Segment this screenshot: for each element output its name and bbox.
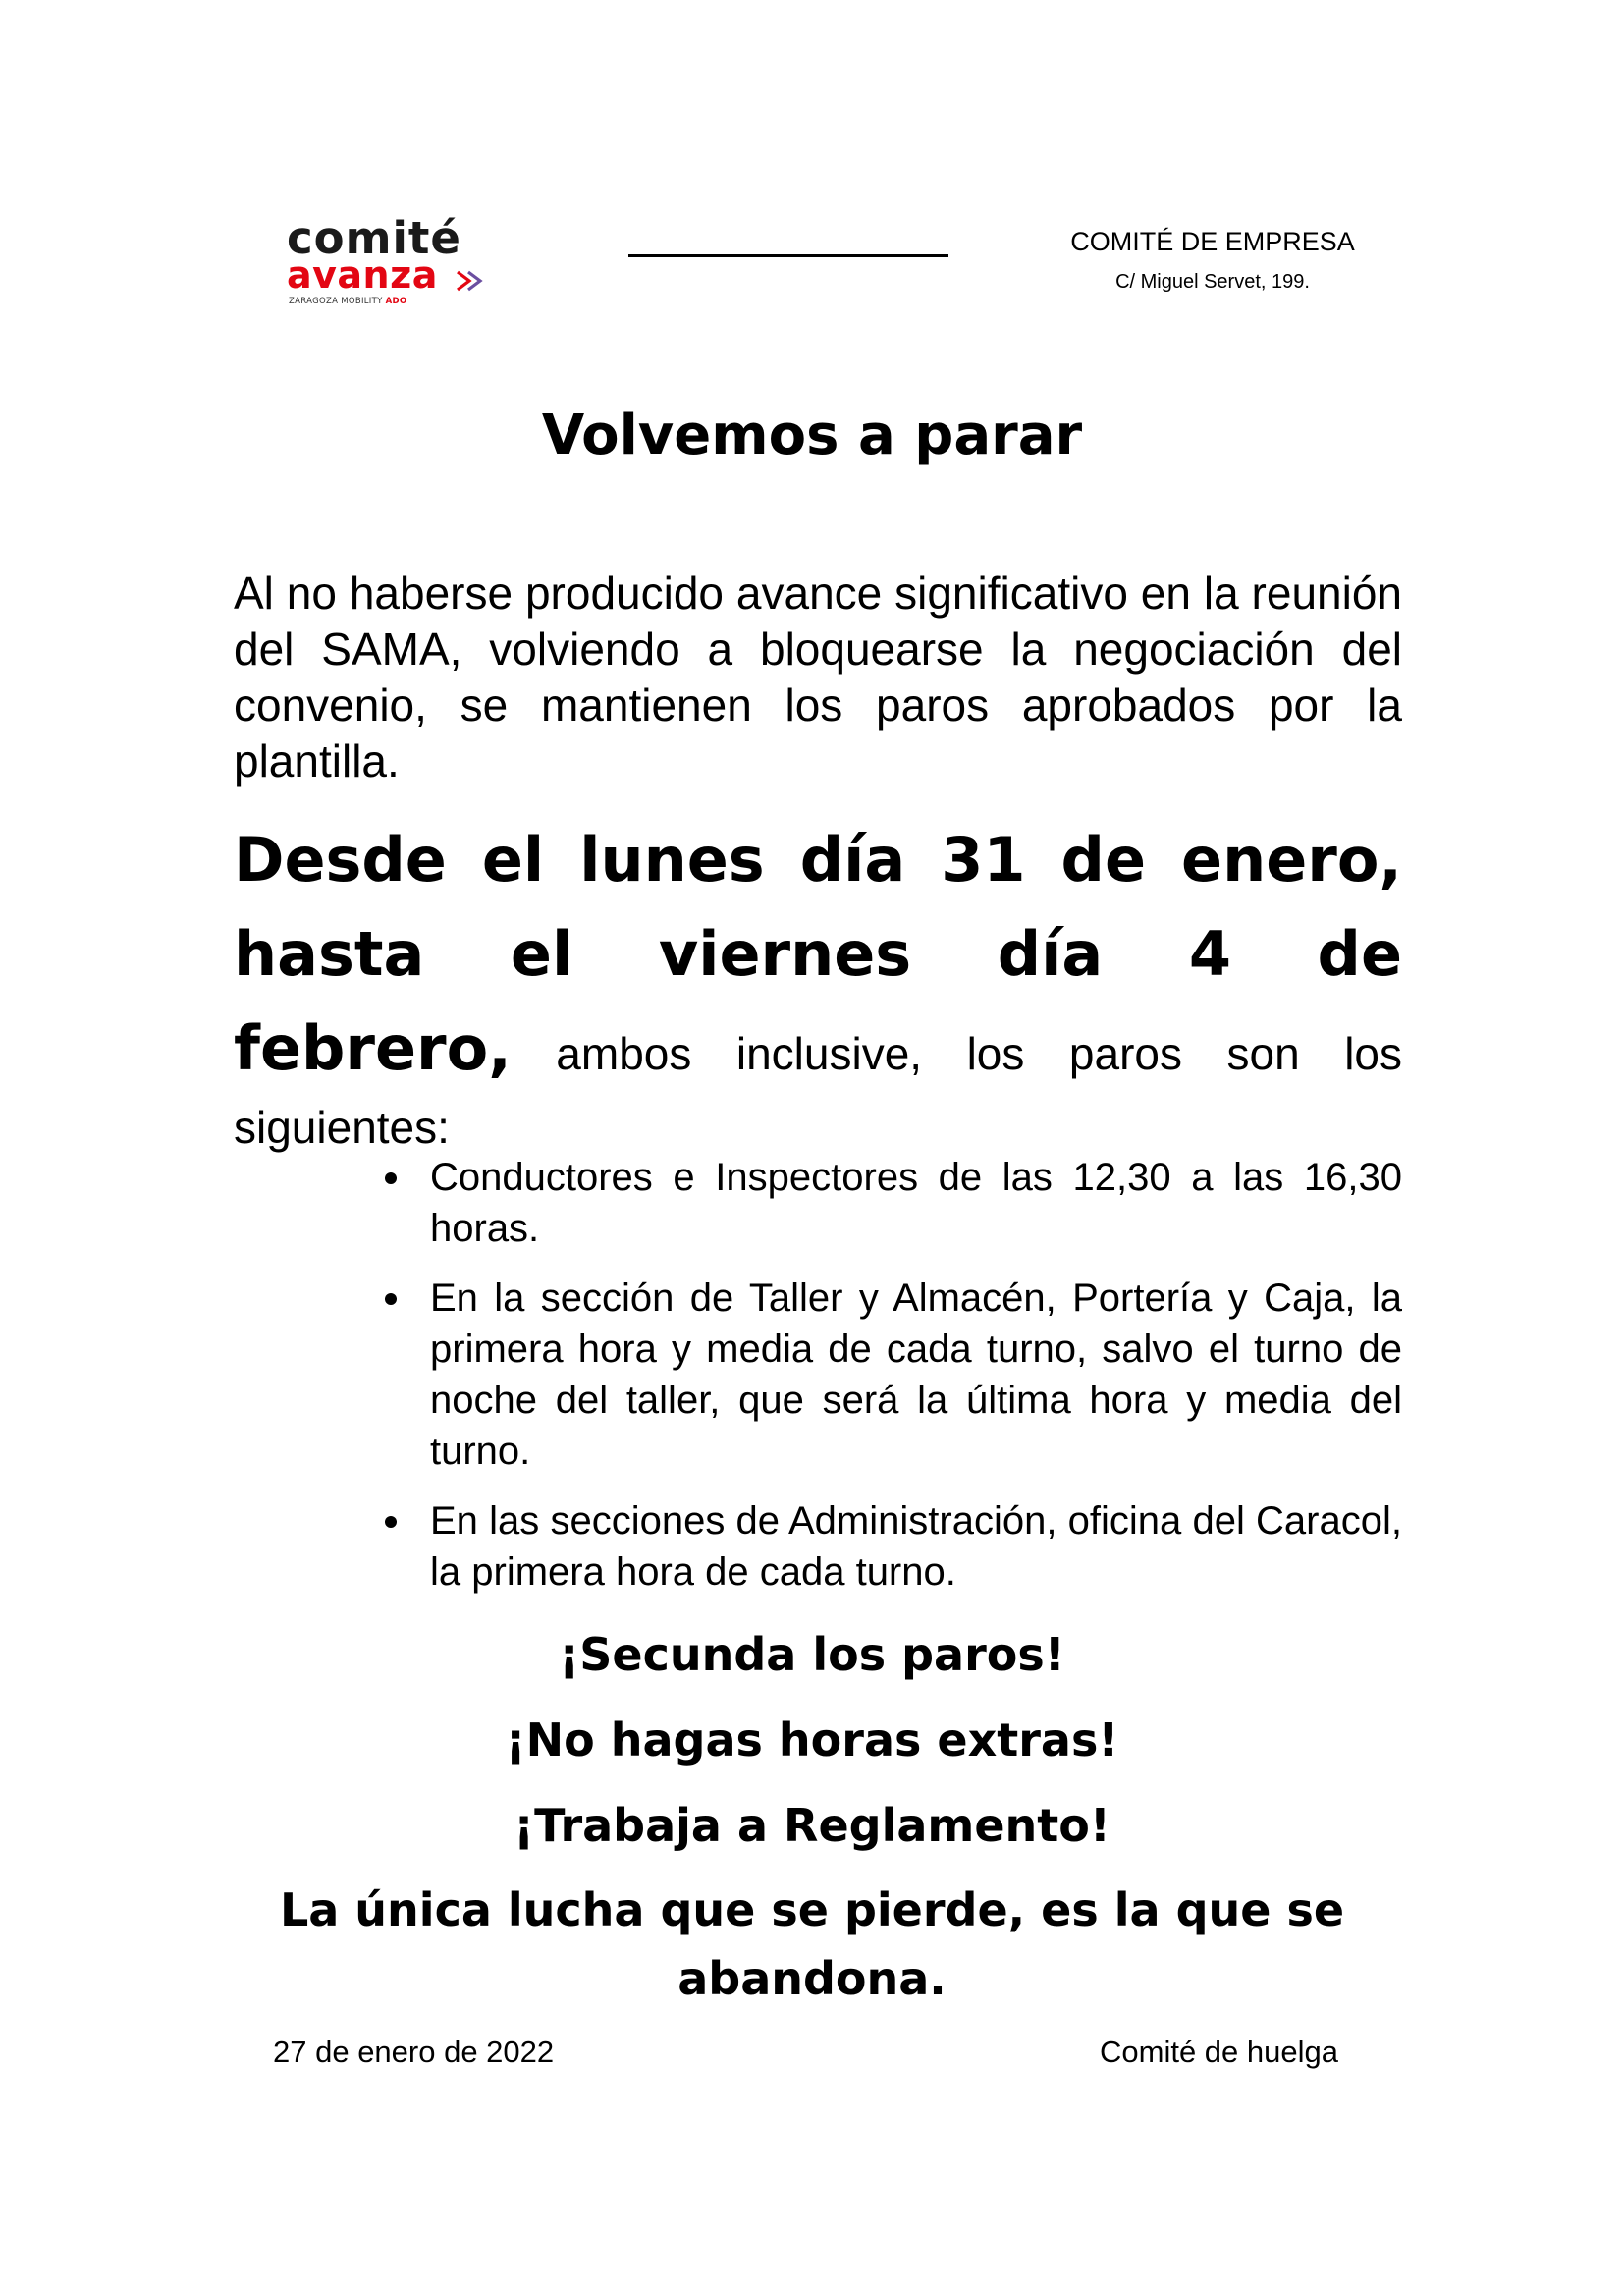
slogan-secunda: ¡Secunda los paros! (559, 1628, 1065, 1681)
dates-line-start: Desde el lunes día 31 de enero, (234, 824, 1402, 896)
closing-statement: La única lucha que se pierde, es la que se abandona. (279, 1883, 1345, 2005)
slogan-reglamento: ¡Trabaja a Reglamento! (514, 1799, 1110, 1852)
logo-comite-text: comité (287, 212, 461, 264)
footer-signature: Comité de huelga (1100, 2035, 1338, 2069)
dates-month: febrero, (234, 1012, 512, 1084)
header-divider (628, 254, 948, 257)
list-item (430, 1152, 1402, 1254)
list-item (430, 1273, 1402, 1477)
slogan-horas-extras: ¡No hagas horas extras! (505, 1714, 1119, 1767)
comite-avanza-logo (287, 214, 503, 304)
logo-tagline (289, 297, 406, 306)
footer-date: 27 de enero de 2022 (273, 2035, 555, 2069)
list-item-text: En las secciones de Administración, oficina del Caracol, la primera hora de cada turno. (430, 1499, 1402, 1594)
company-name: COMITÉ DE EMPRESA (1070, 227, 1355, 256)
list-item-text: En la sección de Taller y Almacén, Portería y Caja, la primera hora y media de cada turno, salvo el turno de noche del taller, que será la última hora y media del turno. (430, 1277, 1402, 1473)
dates-paragraph (234, 813, 1402, 1159)
list-item (430, 1496, 1402, 1598)
dates-description: ambos inclusive, los paros son los siguientes: (234, 1028, 1402, 1153)
document-title: Volvemos a parar (541, 404, 1083, 467)
logo-tagline-mobility: MOBILITY (341, 297, 383, 306)
bullet-icon (385, 1172, 397, 1184)
list-item-text: Conductores e Inspectores de las 12,30 a las 16,30 horas. (430, 1156, 1402, 1250)
company-address: C/ Miguel Servet, 199. (1115, 271, 1310, 293)
intro-paragraph: Al no haberse producido avance significativo en la reunión del SAMA, volviendo a bloquearse la negociación del convenio, se mantienen los paros aprobados por la plantilla. (234, 568, 1402, 787)
logo-chevrons-icon (454, 269, 489, 293)
dates-line-end: hasta el viernes día 4 de (234, 918, 1402, 990)
bullet-icon (385, 1516, 397, 1528)
logo-tagline-brand: ADO (385, 297, 407, 306)
bullet-icon (385, 1293, 397, 1305)
strike-schedule-list (430, 1152, 1402, 1616)
logo-avanza-text: avanza (287, 253, 438, 297)
logo-tagline-city: ZARAGOZA (289, 297, 339, 306)
